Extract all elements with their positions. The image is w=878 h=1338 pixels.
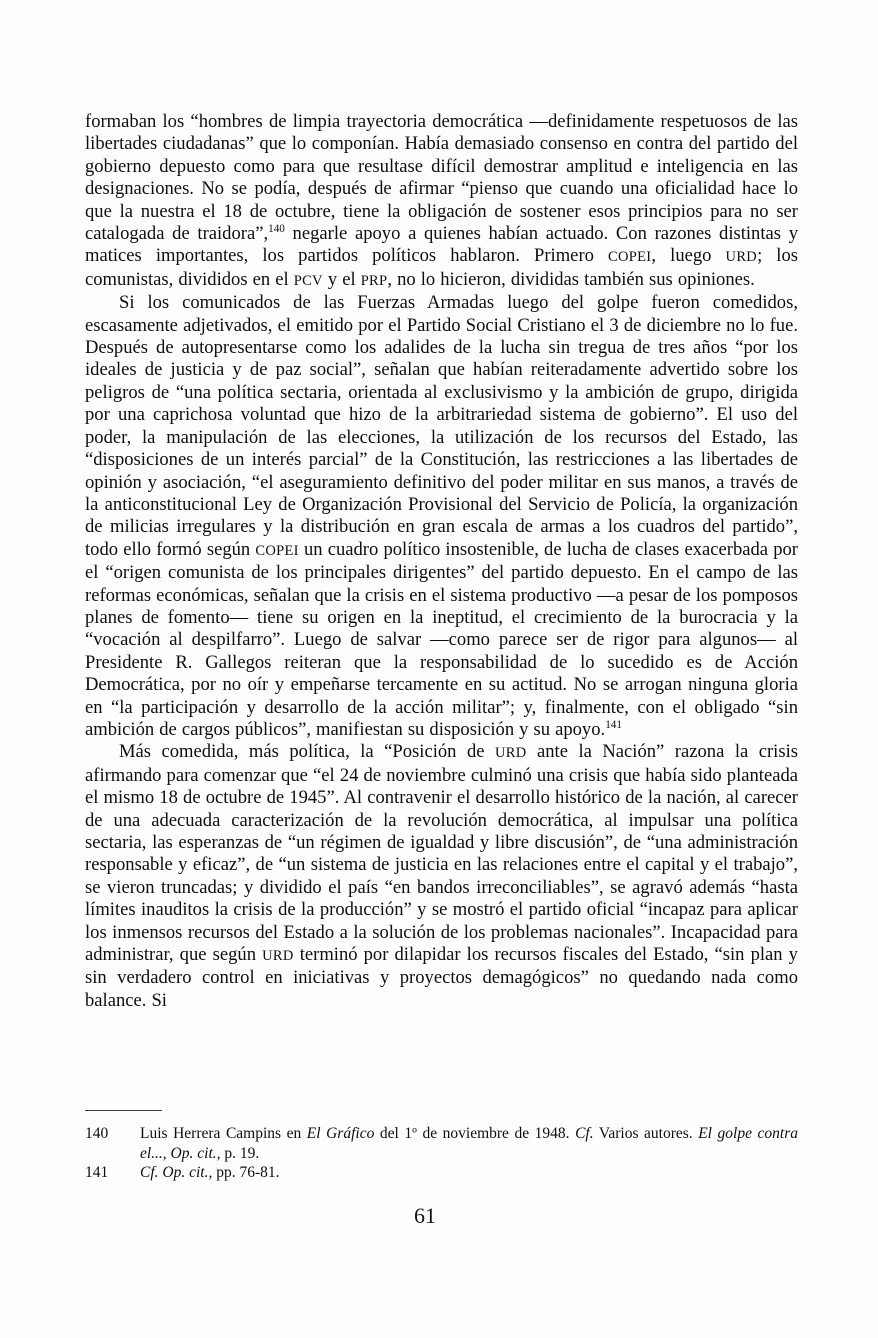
footnote-text: Luis Herrera Campins en El Gráfico del 1º de noviembre de 1948. Cf. Varios autores. El golpe contra el..., Op. cit., p. 19. <box>140 1125 798 1162</box>
footnotes-section <box>85 1110 798 1183</box>
footnote-140 <box>85 1124 798 1163</box>
footnote-divider <box>85 1110 162 1111</box>
body-paragraph-3: Más comedida, más política, la “Posición de URD ante la Nación” razona la crisis afirmando para comenzar que “el 24 de noviembre culminó una crisis que había sido planteada el mismo 18 de octubre de 1945”. Al contravenir el desarrollo histórico de la nación, al carecer de una adecuada caracterización de la revolución democrática, al impulsar una política sectaria, las esperanzas de “un régimen de igualdad y libre discusión”, de “una administración responsable y eficaz”, de “un sistema de justicia en las relaciones entre el capital y el trabajo”, se vieron truncadas; y dividido el país “en bandos irreconciliables”, se agravó además “hasta límites inauditos la crisis de la producción” y se mostró el partido oficial “incapaz para aplicar los inmensos recursos del Estado a la solución de los problemas nacionales”. Incapacidad para administrar, que según URD terminó por dilapidar los recursos fiscales del Estado, “sin plan y sin verdadero control en iniciativas y proyectos demagógicos” no quedando nada como balance. Si <box>85 741 798 1011</box>
footnote-number: 141 <box>85 1164 109 1181</box>
footnote-number: 140 <box>85 1125 109 1142</box>
page-text-block <box>85 111 798 1012</box>
footnote-text: Cf. Op. cit., pp. 76-81. <box>140 1164 280 1181</box>
body-paragraph-2: Si los comunicados de las Fuerzas Armadas luego del golpe fueron comedidos, escasamente adjetivados, el emitido por el Partido Social Cristiano el 3 de diciembre no lo fue. Después de autopresentarse como los adalides de la lucha sin tregua de tres años “por los ideales de justicia y de paz social”, señalan que habían reiteradamente advertido sobre los peligros de “una política sectaria, orientada al exclusivismo y la ambición de grupo, dirigida por una caprichosa voluntad que hizo de la arbitrariedad sistema de gobierno”. El uso del poder, la manipulación de las elecciones, la utilización de los recursos del Estado, las “disposiciones de un interés parcial” de la Constitución, las restricciones a las libertades de opinión y asociación, “el aseguramiento definitivo del poder militar en sus manos, a través de la anticonstitucional Ley de Organización Provisional del Servicio de Policía, la organización de milicias irregulares y la distribución en gran escala de armas a los cuadros del partido”, todo ello formó según COPEI un cuadro político insostenible, de lucha de clases exacerbada por el “origen comunista de los principales dirigentes” del partido depuesto. En el campo de las reformas económicas, señalan que la crisis en el sistema productivo —a pesar de los pomposos planes de fomento— tiene su origen en la ineptitud, el crecimiento de la burocracia y la “vocación al despilfarro”. Luego de salvar —como parece ser de rigor para algunos— al Presidente R. Gallegos reiteran que la responsabilidad de lo sucedido es de Acción Democrática, por no oír y empeñarse tercamente en su actitud. No se arrogan ninguna gloria en “la participación y desarrollo de la acción militar”; y, finalmente, con el obligado “sin ambición de cargos públicos”, manifiestan su disposición y su apoyo.$^{141}$ <box>85 292 798 740</box>
footnote-141 <box>85 1163 798 1183</box>
page-number: 61 <box>414 1203 436 1228</box>
body-paragraph-1: formaban los “hombres de limpia trayectoria democrática —definidamente respetuosos de las libertades ciudadanas” que lo componían. Había demasiado consenso en contra del partido del gobierno depuesto como para que resultase difícil demostrar amplitud e inteligencia en las designaciones. No se podía, después de afirmar “pienso que cuando una oficialidad hace lo que la nuestra el 18 de octubre, tiene la obligación de sostener esos principios para no ser catalogada de traidora”,$^{140}$ negarle apoyo a quienes habían actuado. Con razones distintas y matices importantes, los partidos políticos hablaron. Primero COPEI, luego URD; los comunistas, divididos en el PCV y el PRP, no lo hicieron, divididas también sus opiniones. <box>85 111 799 290</box>
